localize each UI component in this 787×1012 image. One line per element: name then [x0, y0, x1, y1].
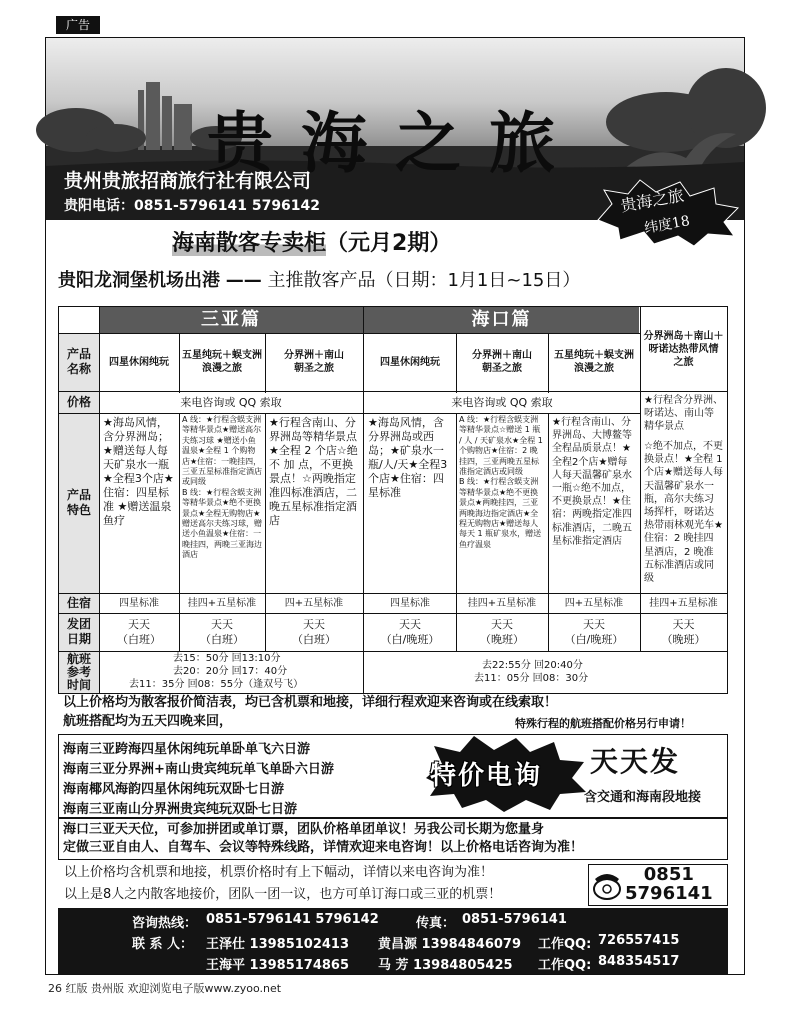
- depart-6: [548, 613, 640, 651]
- product-name-6: 五星纯玩＋蜈支洲 浪漫之旅: [554, 350, 634, 374]
- grid-line: [59, 391, 727, 392]
- contact-person-4: 马 芳 13984805425: [378, 958, 513, 973]
- routes-list: [63, 740, 334, 820]
- depart-6-day: 天天: [583, 618, 605, 631]
- flight-sanya-2: 去20：20分 回17：40分: [173, 666, 288, 677]
- route-item-1: 海南三亚跨海四星休闲纯玩单卧单飞六日游: [63, 742, 311, 757]
- depart-7-type: （晚班）: [661, 633, 706, 646]
- promo-title-issue: （元月2期）: [326, 231, 452, 256]
- feature-4: ★海岛风情，含分界洲岛或西岛；★矿泉水一瓶/人/天★全程3个店★住宿：四星标准: [368, 416, 448, 499]
- depart-2-day: 天天: [211, 618, 233, 631]
- stay-1: 四星标准: [119, 597, 159, 609]
- flight-sanya-3: 去11：35分 回08：55分（逢双号飞）: [129, 679, 304, 690]
- depart-7-day: 天天: [672, 618, 695, 631]
- row-label-feature: 产品 特色: [59, 413, 99, 593]
- stay-7: 挂四+五星标准: [649, 597, 718, 609]
- stay-4: 四星标准: [390, 597, 430, 609]
- banner: [46, 38, 744, 237]
- company-phone: 贵阳电话：0851-5796141 5796142: [64, 198, 321, 214]
- notice-box-line1: 海口三亚天天位，可参加拼团或单订票，团队价格单团单议！另我公司长期为您量身: [63, 822, 545, 837]
- phone-big: [625, 865, 713, 903]
- depart-2-type: （白班）: [200, 633, 244, 646]
- grid-line: [99, 307, 100, 693]
- flights-sanya: [99, 651, 363, 693]
- promo-title-main: 海南散客专卖柜: [172, 231, 327, 256]
- tail-notes: [64, 862, 501, 906]
- stay-6: 四+五星标准: [564, 597, 624, 609]
- notice-price: 以上价格均为散客报价简洁表，均已含机票和地接，详细行程欢迎来咨询或在线索取！: [63, 695, 558, 710]
- depart-1-type: （白班）: [117, 633, 161, 646]
- grid-line: [265, 413, 266, 651]
- contact-person-1: 王泽仕 13985102413: [206, 937, 350, 952]
- flight-haikou-2: 去11：05分 回08：30分: [474, 673, 589, 684]
- route-item-4: 海南三亚南山分界洲贵宾纯玩双卧七日游: [63, 802, 298, 817]
- departure-line: [58, 266, 580, 292]
- hotline-label: 咨询热线：: [132, 916, 198, 931]
- company-name: 贵州贵旅招商旅行社有限公司: [64, 170, 312, 192]
- departure-airport: 贵阳龙洞堡机场出港: [58, 270, 220, 291]
- grid-line: [456, 333, 457, 393]
- row-label-stay: 住宿: [59, 593, 99, 613]
- feature-1: ★海岛风情，含分界洲岛；★赠送每人每天矿泉水一瓶★全程3个店★住宿：四星标准 ★赠送温泉鱼疗: [103, 416, 174, 527]
- grid-line: [59, 651, 727, 652]
- product-name-2: 五星纯玩＋蜈支洲 浪漫之旅: [182, 350, 262, 374]
- depart-2: [179, 613, 265, 651]
- tail-line1: 以上价格均含机票和地接，机票价格时有上下幅动，详情以来电咨询为准！: [64, 865, 494, 880]
- depart-7: [640, 613, 727, 651]
- banner-title: 贵海之旅: [207, 104, 583, 182]
- qq2-label: 工作QQ:: [538, 958, 592, 973]
- depart-3-type: （白班）: [292, 633, 336, 646]
- page-footer: 26 红版 贵州版 欢迎浏览电子版www.zyoo.net: [48, 982, 282, 995]
- phone-number: 5796141: [625, 883, 713, 904]
- depart-5-day: 天天: [491, 618, 513, 631]
- badge-line1: 贵海之旅: [619, 185, 686, 216]
- feature-5: A 线：★行程含蜈支洲等精华景点☆赠送 1 瓶 / 人 / 天矿泉水★全程 1 个购物店★住宿：2 晚挂四，三亚两晚五星标准指定酒店或同级 B 线：★行程含蜈支洲等精华景点★绝不更换景点★两晚挂四，三亚两晚海边指定酒店★全程无购物店★赠送每人每天 1 瓶矿泉水，赠送鱼疗温泉: [459, 415, 543, 549]
- depart-1-day: 天天: [128, 618, 150, 631]
- price-haikou: 来电咨询或 QQ 索取: [451, 395, 553, 409]
- telephone-icon: [592, 869, 622, 901]
- product-name-7: 分界洲岛＋南山＋ 呀诺达热带风情 之旅: [643, 330, 724, 368]
- feature-6: ★行程含南山、分界洲岛、大博鳌等全程品质景点！★全程2个店★赠每人每天温馨矿泉水一瓶☆绝不加点，不更换景点！★住宿：两晚指定准四标准酒店，二晚五星标准指定酒店: [552, 417, 632, 547]
- ad-tag: 广告: [56, 16, 100, 34]
- stay-2: 挂四+五星标准: [187, 597, 257, 609]
- depart-4-type: （白/晚班）: [380, 633, 440, 646]
- departure-sub: 主推散客产品（日期：1月1日~15日）: [267, 270, 581, 291]
- route-item-2: 海南三亚分界洲+南山贵宾纯玩单飞单卧六日游: [63, 762, 334, 777]
- depart-4-day: 天天: [399, 618, 421, 631]
- grid-line: [548, 413, 549, 651]
- tail-line2: 以上是8人之内散客地接价，团队一团一议，也方可单订海口或三亚的机票！: [64, 887, 502, 902]
- stay-3: 四+五星标准: [284, 597, 344, 609]
- grid-line: [59, 413, 640, 414]
- feature-3: ★行程含南山、分界洲岛等精华景点★全程 2 个店☆绝 不 加 点，不更换景点！☆两晚指定准四标准酒店，二晚五星标准指定酒店: [269, 416, 358, 527]
- grid-line: [363, 307, 364, 693]
- notice-flight: 航班搭配均为五天四晚来回，: [63, 714, 233, 729]
- daily-label: 天天发: [590, 745, 681, 778]
- grid-line: [456, 413, 457, 651]
- badge-line2: 纬度18: [643, 213, 692, 237]
- promo-title: [172, 226, 451, 257]
- flights-haikou: [364, 651, 727, 693]
- grid-line: [179, 413, 180, 651]
- price-sanya: 来电咨询或 QQ 索取: [180, 395, 282, 409]
- depart-3: [265, 613, 363, 651]
- contact-person-label: 联 系 人：: [132, 937, 194, 952]
- contact-person-2: 黄昌源 13984846079: [378, 937, 522, 952]
- depart-6-type: （白/晚班）: [564, 633, 624, 646]
- row-label-product: 产品 名称: [59, 333, 99, 391]
- contact-bar: [58, 908, 728, 974]
- row-label-depart: 发团 日期: [59, 613, 99, 651]
- fax-number: 0851-5796141: [462, 912, 567, 927]
- stay-5: 挂四+五星标准: [467, 597, 537, 609]
- depart-4: [364, 613, 456, 651]
- hotline-number: 0851-5796141 5796142: [206, 912, 379, 927]
- qq1-label: 工作QQ:: [538, 937, 592, 952]
- grid-line: [640, 307, 641, 651]
- section-sanya: 三亚篇: [99, 307, 363, 333]
- grid-line: [265, 333, 266, 393]
- phone-area: 0851: [643, 864, 694, 885]
- grid-line: [179, 333, 180, 393]
- route-item-3: 海南椰风海韵四星休闲纯玩双卧七日游: [63, 782, 285, 797]
- special-label: 特价电询: [430, 761, 543, 791]
- feature-7: ☆绝不加点，不更换景点！★全程 1 个店★赠送每人每天温馨矿泉水一瓶，高尔夫练习场挥杆，呀诺达热带雨林观光车★住宿：2 晚挂四星酒店，2 晚准五标准酒店或同级: [644, 441, 723, 585]
- product-name-5: 分界洲＋南山 朝圣之旅: [472, 350, 532, 374]
- phone-box: [588, 864, 728, 906]
- flight-sanya-1: 去15：50分 回13:10分: [173, 653, 281, 664]
- depart-3-day: 天天: [303, 618, 325, 631]
- depart-1: [99, 613, 179, 651]
- grid-line: [59, 333, 640, 334]
- latitude-badge: [594, 178, 742, 248]
- notice-box-line2: 定做三亚自由人、自驾车、会议等特殊线路，详情欢迎来电咨询！以上价格电话咨询为准！: [63, 840, 584, 855]
- notice-box: [58, 818, 728, 860]
- feature-2: A 线：★行程含蜈支洲等精华景点★赠送高尔夫练习球 ★赠送小鱼温泉★全程 1 个购物店★住宿：一晚挂四，三亚五星标准指定酒店或同级 B 线：★行程含蜈支洲等精华景点★绝不更换景点★全程无购物店★赠送高尔夫练习球，赠送小鱼温泉★住宿：一晚挂四，两晚三亚海边酒店: [182, 415, 262, 560]
- qq2-number: 848354517: [598, 954, 680, 969]
- product-name-1: 四星休闲纯玩: [109, 356, 169, 368]
- product-name-3: 分界洲＋南山 朝圣之旅: [284, 350, 344, 374]
- grid-line: [548, 333, 549, 393]
- departure-dash: ——: [225, 270, 262, 291]
- row-label-flight: 航班 参考 时间: [59, 651, 99, 693]
- section-haikou: 海口篇: [364, 307, 639, 333]
- daily-sub: 含交通和海南段地接: [584, 790, 702, 805]
- row-label-price: 价格: [59, 391, 99, 413]
- product-table: [58, 306, 728, 694]
- flight-haikou-1: 去22:55分 回20:40分: [482, 660, 583, 671]
- contact-person-3: 王海平 13985174865: [206, 958, 350, 973]
- qq1-number: 726557415: [598, 933, 680, 948]
- fax-label: 传真：: [416, 916, 456, 931]
- depart-5-type: （晚班）: [480, 633, 524, 646]
- grid-line: [59, 593, 727, 594]
- feature-7-head: ★行程含分界洲、呀诺达、南山等精华景点: [644, 395, 723, 433]
- product-name-4: 四星休闲纯玩: [380, 356, 440, 368]
- grid-line: [59, 613, 727, 614]
- notice-flight-right: 特殊行程的航班搭配价格另行申请！: [515, 717, 691, 730]
- depart-5: [456, 613, 548, 651]
